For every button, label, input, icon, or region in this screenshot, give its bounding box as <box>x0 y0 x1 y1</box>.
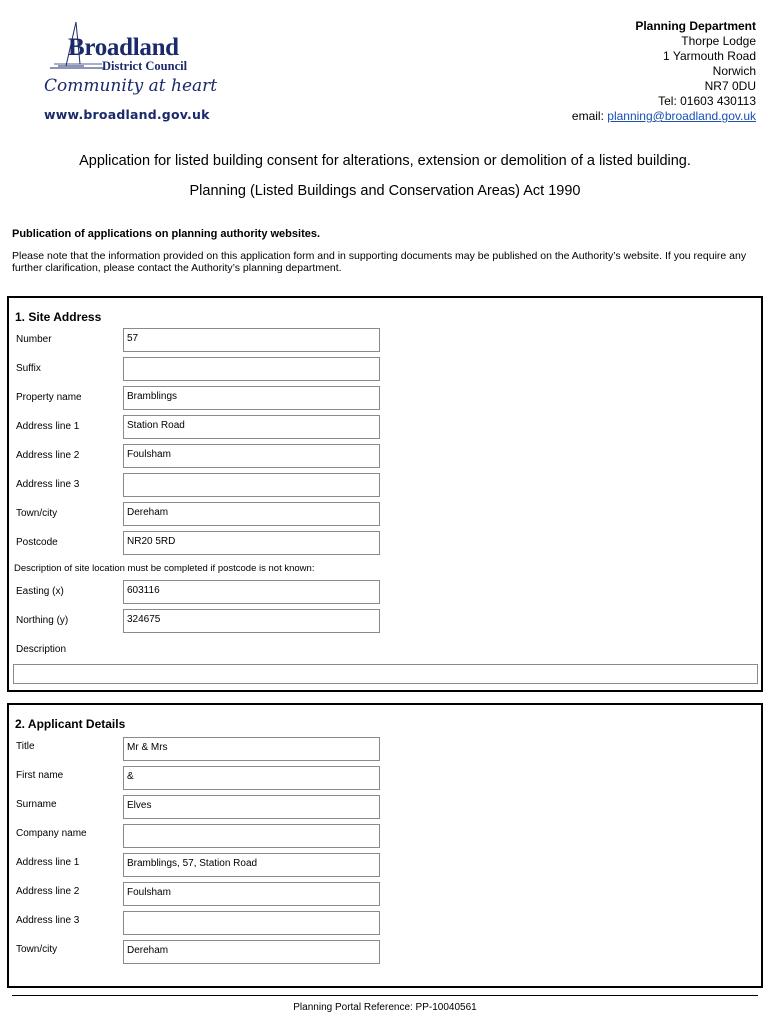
field-label: First name <box>16 770 64 781</box>
field-label: Suffix <box>16 363 41 374</box>
department-email-row <box>572 109 756 124</box>
field-label: Easting (x) <box>16 586 64 597</box>
council-website-link[interactable]: www.broadland.gov.uk <box>44 107 210 122</box>
department-address <box>572 19 756 124</box>
description-field[interactable] <box>13 664 758 684</box>
email-label: email: <box>571 109 608 123</box>
logo-brand-name: Broadland <box>68 34 179 61</box>
field-label: Address line 3 <box>16 479 80 490</box>
surname-field[interactable]: Elves <box>123 795 380 819</box>
applicant-details-section <box>7 703 763 988</box>
field-label: Address line 1 <box>16 421 80 432</box>
section-title: 1. Site Address <box>15 310 102 324</box>
location-note: Description of site location must be completed if postcode is not known: <box>14 563 315 574</box>
property-name-field[interactable]: Bramblings <box>123 386 380 410</box>
logo-tagline: Community at heart <box>44 76 218 96</box>
number-field[interactable]: 57 <box>123 328 380 352</box>
email-link[interactable]: planning@broadland.gov.uk <box>607 109 756 123</box>
address-line: 1 Yarmouth Road <box>663 49 756 63</box>
form-act: Planning (Listed Buildings and Conservation Areas) Act 1990 <box>189 183 581 199</box>
field-label: Property name <box>16 392 82 403</box>
logo-subtitle: District Council <box>102 59 188 73</box>
section-title: 2. Applicant Details <box>15 717 126 731</box>
field-label: Postcode <box>16 537 58 548</box>
applicant-address-line-2-field[interactable]: Foulsham <box>123 882 380 906</box>
suffix-field[interactable] <box>123 357 380 381</box>
department-telephone: Tel: 01603 430113 <box>658 94 756 108</box>
address-line-2-field[interactable]: Foulsham <box>123 444 380 468</box>
applicant-town-city-field[interactable]: Dereham <box>123 940 380 964</box>
easting-field[interactable]: 603116 <box>123 580 380 604</box>
publication-heading: Publication of applications on planning authority websites. <box>12 228 321 240</box>
first-name-field[interactable]: & <box>123 766 380 790</box>
site-address-section <box>7 296 763 692</box>
footer-divider <box>12 995 758 996</box>
form-title: Application for listed building consent for alterations, extension or demolition of a listed building. <box>79 153 691 169</box>
publication-note: Please note that the information provided on this application form and in supporting documents may be published on the Authority’s website. If you require any further clarification, please contact the Authority’s planning department. <box>12 250 747 274</box>
field-label: Northing (y) <box>16 615 69 626</box>
address-line-3-field[interactable] <box>123 473 380 497</box>
field-label: Address line 3 <box>16 915 80 926</box>
town-city-field[interactable]: Dereham <box>123 502 380 526</box>
northing-field[interactable]: 324675 <box>123 609 380 633</box>
field-label: Title <box>16 741 35 752</box>
field-label: Description <box>16 644 67 655</box>
address-line-1-field[interactable]: Station Road <box>123 415 380 439</box>
field-label: Surname <box>16 799 57 810</box>
field-label: Address line 2 <box>16 886 80 897</box>
address-line: Norwich <box>712 64 756 78</box>
address-line: Thorpe Lodge <box>681 34 756 48</box>
department-title: Planning Department <box>635 19 756 33</box>
field-label: Town/city <box>16 508 58 519</box>
address-postcode: NR7 0DU <box>704 79 756 93</box>
field-label: Town/city <box>16 944 58 955</box>
council-logo <box>40 20 220 125</box>
field-label: Address line 2 <box>16 450 80 461</box>
field-label: Company name <box>16 828 87 839</box>
portal-reference: Planning Portal Reference: PP-10040561 <box>293 1002 477 1013</box>
title-field[interactable]: Mr & Mrs <box>123 737 380 761</box>
field-label: Address line 1 <box>16 857 80 868</box>
postcode-field[interactable]: NR20 5RD <box>123 531 380 555</box>
applicant-address-line-1-field[interactable]: Bramblings, 57, Station Road <box>123 853 380 877</box>
company-name-field[interactable] <box>123 824 380 848</box>
field-label: Number <box>16 334 52 345</box>
applicant-address-line-3-field[interactable] <box>123 911 380 935</box>
